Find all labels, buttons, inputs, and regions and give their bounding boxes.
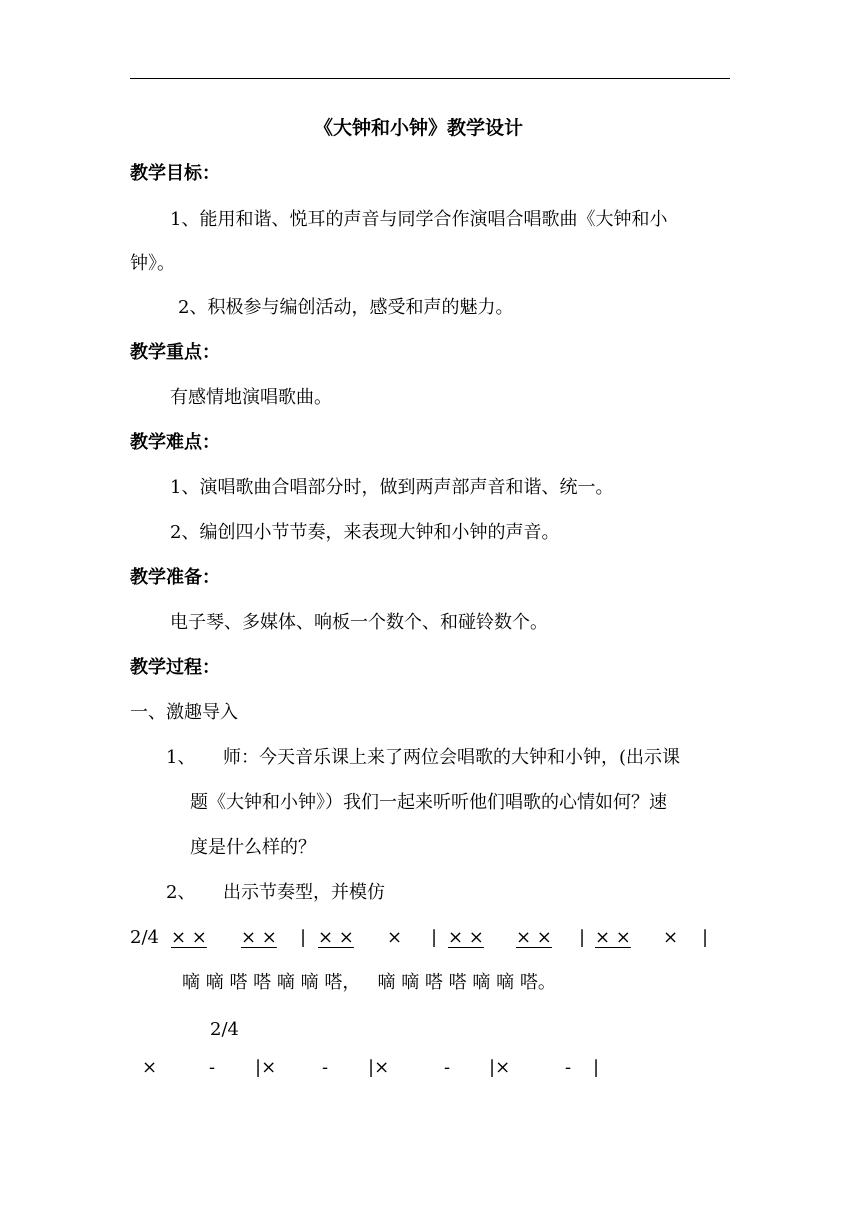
rhythm-dash: - bbox=[444, 1057, 451, 1078]
heading-preparation: 教学准备： bbox=[130, 567, 220, 588]
header-rule bbox=[130, 78, 730, 79]
rhythm-note: × bbox=[387, 927, 403, 948]
process-item-1-line-1: 师：今天音乐课上来了两位会唱歌的大钟和小钟，(出示课 bbox=[223, 747, 681, 768]
process-item-1-number: 1、 bbox=[166, 747, 196, 768]
difficulty-1: 1、演唱歌曲合唱部分时，做到两声部声音和谐、统一。 bbox=[170, 477, 614, 498]
time-signature-2: 2/4 bbox=[210, 1019, 239, 1040]
rhythm-note: × bbox=[663, 927, 679, 948]
goal-1-line-1: 1、能用和谐、悦耳的声音与同学合作演唱合唱歌曲《大钟和小 bbox=[170, 209, 668, 230]
rhythm-note-group: × × bbox=[448, 927, 484, 948]
heading-difficulties: 教学难点： bbox=[130, 432, 220, 453]
bar-line: | bbox=[431, 927, 438, 948]
rhythm-note-group: × × bbox=[595, 927, 631, 948]
bar-line: | bbox=[702, 927, 709, 948]
difficulty-2: 2、编创四小节节奏，来表现大钟和小钟的声音。 bbox=[170, 522, 560, 543]
process-item-1-line-2: 题《大钟和小钟》）我们一起来听听他们唱歌的心情如何？速 bbox=[190, 792, 667, 813]
rhythm-dash: - bbox=[209, 1057, 216, 1078]
process-item-2-text: 出示节奏型，并模仿 bbox=[223, 882, 385, 903]
rhythm-note-group: × × bbox=[516, 927, 552, 948]
bar-line-note: |× bbox=[255, 1057, 277, 1078]
rhythm-line-1 bbox=[0, 926, 860, 950]
rhythm-line-2 bbox=[0, 1056, 860, 1080]
rhythm-dash: - bbox=[565, 1057, 572, 1078]
rhythm-note-group: × × bbox=[171, 927, 207, 948]
process-item-1-line-3: 度是什么样的？ bbox=[190, 837, 316, 858]
key-point-1: 有感情地演唱歌曲。 bbox=[170, 387, 332, 408]
step-1-heading: 一、激趣导入 bbox=[130, 702, 238, 723]
rhythm-note: × bbox=[142, 1057, 158, 1078]
heading-goals: 教学目标： bbox=[130, 163, 220, 184]
heading-key-points: 教学重点： bbox=[130, 342, 220, 363]
rhythm-note-group: × × bbox=[241, 927, 277, 948]
heading-process: 教学过程： bbox=[130, 657, 220, 678]
rhythm-dash: - bbox=[322, 1057, 329, 1078]
process-item-2-number: 2、 bbox=[166, 882, 196, 903]
page-title: 《大钟和小钟》教学设计 bbox=[314, 117, 524, 139]
bar-line-note: |× bbox=[368, 1057, 390, 1078]
bar-line: | bbox=[300, 927, 307, 948]
bar-line-note: |× bbox=[489, 1057, 511, 1078]
preparation-1: 电子琴、多媒体、响板一个数个、和碰铃数个。 bbox=[170, 612, 548, 633]
goal-2: 2、积极参与编创活动，感受和声的魅力。 bbox=[178, 297, 514, 318]
bar-line: | bbox=[579, 927, 586, 948]
bar-line: | bbox=[593, 1057, 600, 1078]
time-signature: 2/4 bbox=[130, 927, 159, 948]
rhythm-note-group: × × bbox=[318, 927, 354, 948]
rhythm-lyrics: 嘀 嘀 嗒 嗒 嘀 嘀 嗒， 嘀 嘀 嗒 嗒 嘀 嘀 嗒。 bbox=[182, 972, 556, 993]
goal-1-line-2: 钟》。 bbox=[130, 253, 175, 274]
